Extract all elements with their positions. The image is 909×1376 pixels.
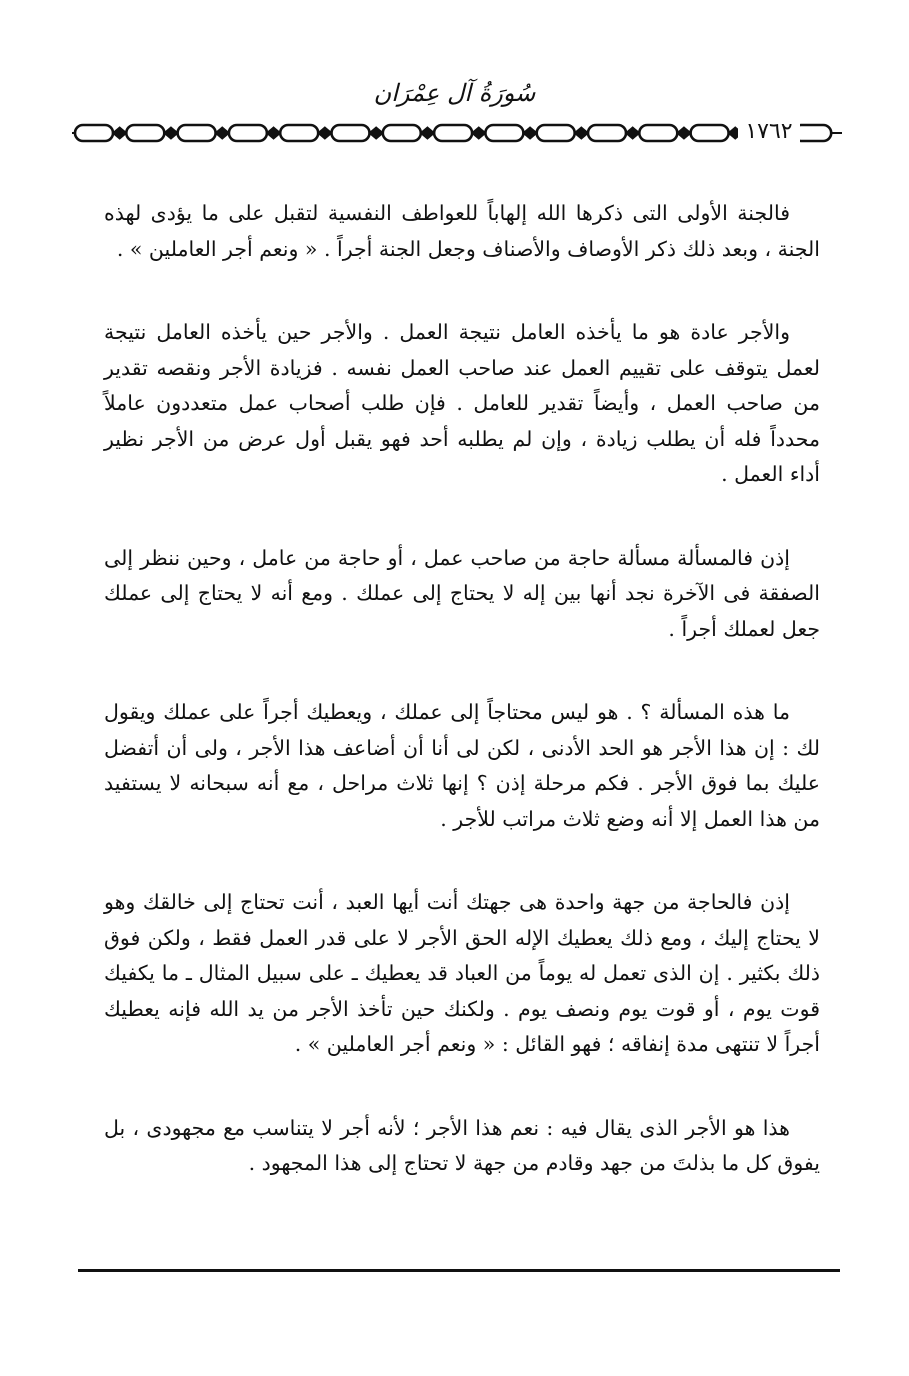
- paragraph-2: والأجر عادة هو ما يأخذه العامل نتيجة العمل . والأجر حين يأخذه العامل نتيجة لعمل يتوقف على تقييم العمل عند صاحب العمل نفسه . فزيادة الأجر ونقصه تقدير من صاحب العمل ، وأيضاً تقدير للعامل . فإن طلب أصحاب عمل متعددون عاملاً محدداً فله أن يطلب زيادة ، وإن لم يطلبه أحد فهو يقبل أول عرض من الأجر نظير أداء العمل .: [104, 320, 820, 486]
- paragraph-1: فالجنة الأولى التى ذكرها الله إلهاباً للعواطف النفسية لتقبل على ما يؤدى لهذه الجنة ، وبعد ذلك ذكر الأوصاف والأصناف وجعل الجنة أجراً . « ونعم أجر العاملين » .: [104, 201, 820, 261]
- paragraph-5: إذن فالحاجة من جهة واحدة هى جهتك أنت أيها العبد ، أنت تحتاج إلى خالقك وهو لا يحتاج إليك ، ومع ذلك يعطيك الإله الحق الأجر لا على قدر العمل فقط ، ولكن فوق ذلك بكثير . إن الذى تعمل له يوماً من العباد قد يعطيك ـ على سبيل المثال ـ ما يكفيك قوت يوم ، أو قوت يوم ونصف يوم . ولكنك حين تأخذ الأجر من يد الله فإنه يعطيك أجراً لا تنتهى مدة إنفاقه ؛ فهو القائل : « ونعم أجر العاملين » .: [104, 890, 820, 1056]
- surah-title: سُورَةُ آل عِمْرَان: [373, 79, 536, 107]
- ornamental-border: [72, 118, 842, 148]
- page-body: [104, 196, 820, 1230]
- page-number: ١٧٦٢: [738, 120, 800, 144]
- paragraph-6: هذا هو الأجر الذى يقال فيه : نعم هذا الأجر ؛ لأنه أجر لا يتناسب مع مجهودى ، بل يفوق كل ما بذلتَ من جهد وقادم من جهة لا تحتاج إلى هذا المجهود .: [104, 1115, 820, 1175]
- paragraph-3: إذن فالمسألة مسألة حاجة من صاحب عمل ، أو حاجة من عامل ، وحين ننظر إلى الصفقة فى الآخرة نجد أنها بين إله لا يحتاج إلى عملك . ومع أنه لا يحتاج إلى عملك جعل لعملك أجراً .: [104, 545, 820, 641]
- paragraph-4: ما هذه المسألة ؟ . هو ليس محتاجاً إلى عملك ، ويعطيك أجراً على عملك ويقول لك : إن هذا الأجر هو الحد الأدنى ، لكن لى أنا أن أضاعف هذا الأجر ، ولى أن أتفضل عليك بما فوق الأجر . فكم مرحلة إذن ؟ إنها ثلاث مراحل ، مع أنه سبحانه لا يستفيد من هذا العمل إلا أنه وضع ثلاث مراتب للأجر .: [104, 700, 820, 831]
- footer-rule: [78, 1269, 840, 1272]
